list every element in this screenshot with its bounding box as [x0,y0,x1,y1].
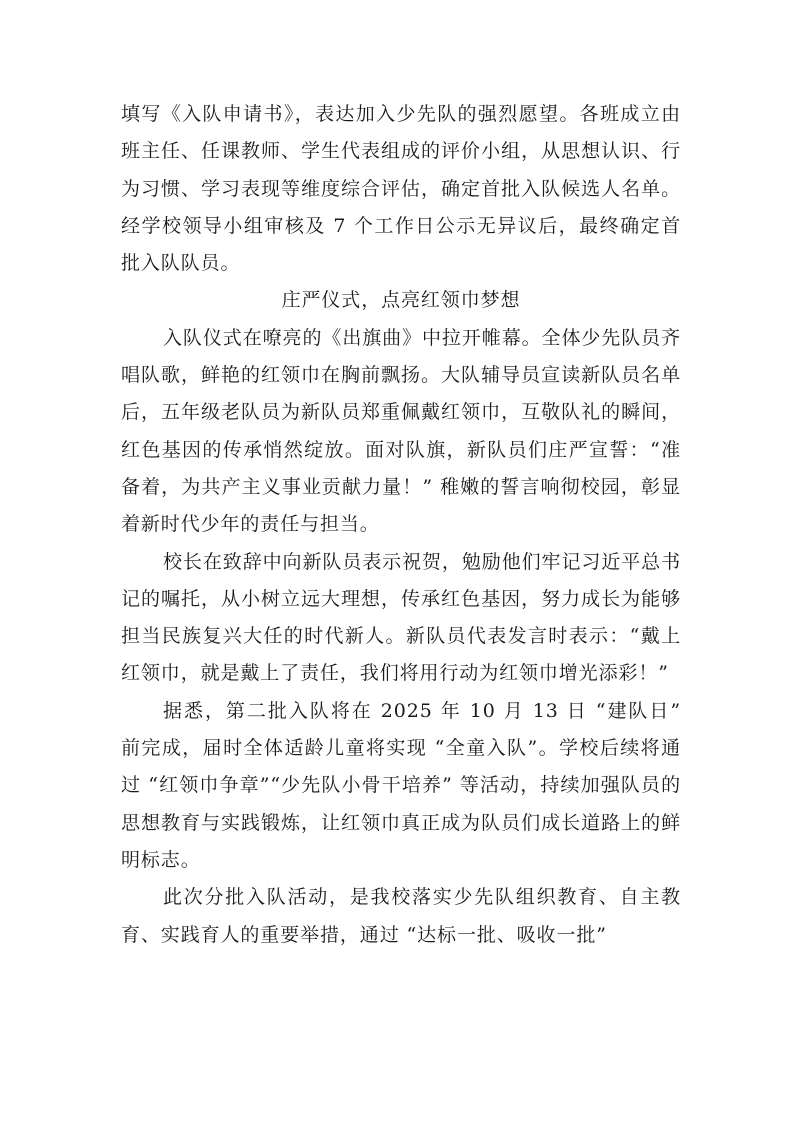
paragraph-ceremony: 入队仪式在嘹亮的《出旗曲》中拉开帷幕。全体少先队员齐唱队歌，鲜艳的红领巾在胸前飘扬。大队辅导员宣读新队员名单后，五年级老队员为新队员郑重佩戴红领巾，互敬队礼的瞬间，红色基因的传承悄然绽放。面对队旗，新队员们庄严宣誓：“准备着，为共产主义事业贡献力量！” 稚嫩的誓言响彻校园，彰显着新时代少年的责任与担当。 [121,326,681,536]
paragraph-principal-speech: 校长在致辞中向新队员表示祝贺，勉励他们牢记习近平总书记的嘱托，从小树立远大理想，传承红色基因，努力成长为能够担当民族复兴大任的时代新人。新队员代表发言时表示：“戴上红领巾，就是戴上了责任，我们将用行动为红领巾增光添彩！” [121,550,681,685]
paragraph-second-batch: 据悉，第二批入队将在 2025 年 10 月 13 日 “建队日” 前完成，届时全体适龄儿童将实现 “全童入队”。学校后续将通过 “红领巾争章”“少先队小骨干培养” 等活动，持续加强队员的思想教育与实践锻炼，让红领巾真正成为队员们成长道路上的鲜明标志。 [121,699,681,871]
paragraph-review-process: 填写《入队申请书》，表达加入少先队的强烈愿望。各班成立由班主任、任课教师、学生代表组成的评价小组，从思想认识、行为习惯、学习表现等维度综合评估，确定首批入队候选人名单。经学校领导小组审核及 7 个工作日公示无异议后，最终确定首批入队队员。 [121,103,681,275]
document-body [121,96,681,954]
paragraph-conclusion: 此次分批入队活动，是我校落实少先队组织教育、自主教育、实践育人的重要举措，通过 “达标一批、吸收一批” [121,886,681,946]
section-heading: 庄严仪式，点亮红领巾梦想 [281,289,521,312]
